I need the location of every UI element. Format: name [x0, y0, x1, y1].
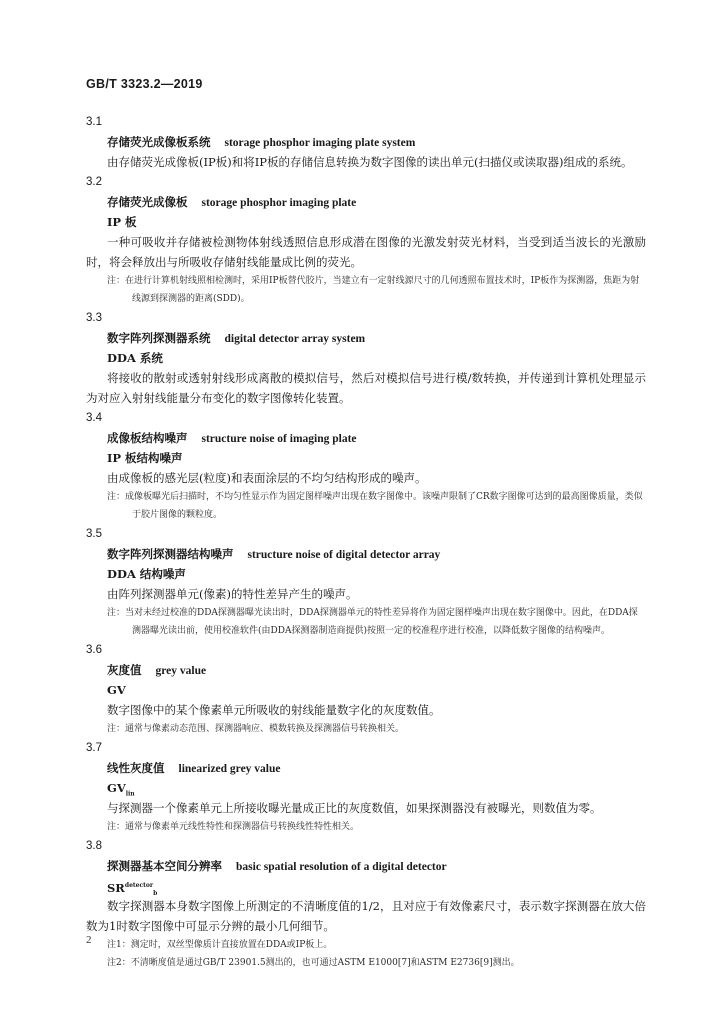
- term-heading: [86, 328, 646, 348]
- term-entry-3-6: [86, 640, 646, 738]
- term-en: grey value: [155, 665, 207, 677]
- term-entry-3-7: [86, 738, 646, 836]
- term-symbol: [86, 778, 646, 798]
- term-abbreviation: DDA 结构噪声: [107, 567, 186, 581]
- entry-number: 3.4: [86, 412, 102, 424]
- term-note: 注：通常与像素单元线性特性和探测器信号转换线性特性相关。: [107, 822, 360, 832]
- entry-number: 3.3: [86, 312, 102, 324]
- term-zh: 存储荧光成像板: [107, 195, 188, 209]
- term-definition: 与探测器一个像素单元上所接收曝光量成正比的灰度数值，如果探测器没有被曝光，则数值为零。: [107, 801, 602, 815]
- term-definition: 数字图像中的某个像素单元所吸收的射线能量数字化的灰度数值。: [107, 703, 441, 717]
- term-entry-3-3: [86, 308, 646, 408]
- term-definition: 一种可吸收并存储被检测物体射线透照信息形成潜在图像的光激发射荧光材料，当受到适当波长的光激励时，将会释放出与所吸收存储射线能量成比例的荧光。: [86, 235, 646, 269]
- term-entry-3-2: [86, 172, 646, 308]
- term-note: 注1：测定时，双丝型像质计直接放置在DDA或IP板上。: [107, 940, 333, 950]
- term-en: digital detector array system: [224, 333, 366, 345]
- term-zh: 成像板结构噪声: [107, 431, 188, 445]
- term-definition: 数字探测器本身数字图像上所测定的不清晰度值的1/2，且对应于有效像素尺寸，表示数字探测器在放大倍数为1时数字图像中可显示分辨的最小几何细节。: [86, 899, 646, 933]
- term-abbreviation: DDA 系统: [107, 351, 163, 365]
- term-abbreviation: GV: [107, 683, 126, 697]
- term-entry-3-8: [86, 836, 646, 972]
- term-zh: 数字阵列探测器系统: [107, 331, 211, 345]
- term-heading: [86, 132, 646, 152]
- term-en: structure noise of digital detector array: [247, 549, 441, 561]
- page-number: 2: [86, 934, 92, 946]
- symbol-base: GV: [107, 781, 126, 795]
- term-note: 注2：不清晰度值是通过GB/T 23901.5测出的，也可通过ASTM E1000[7]和ASTM E2736[9]测出。: [107, 958, 520, 968]
- term-heading: [86, 660, 646, 680]
- term-heading: [86, 758, 646, 778]
- term-heading: [86, 192, 646, 212]
- term-en: structure noise of imaging plate: [201, 433, 357, 445]
- term-note: 注：成像板曝光后扫描时，不均匀性显示作为固定图样噪声出现在数字图像中。该噪声限制了CR数字图像可达到的最高图像质量，类似于胶片图像的颗粒度。: [107, 492, 643, 520]
- symbol-superscript: detector: [124, 882, 154, 889]
- symbol-subscript: b: [153, 890, 158, 898]
- term-entry-3-1: [86, 112, 646, 172]
- term-abbreviation: IP 板结构噪声: [107, 451, 183, 465]
- term-definition: 将接收的散射或透射射线形成离散的模拟信号，然后对模拟信号进行模/数转换，并传递到计算机处理显示为对应入射射线能量分布变化的数字图像转化装置。: [86, 371, 646, 405]
- symbol-subscript: lin: [125, 790, 135, 798]
- entry-number: 3.8: [86, 840, 102, 852]
- entry-number: 3.6: [86, 644, 102, 656]
- entry-number: 3.2: [86, 176, 102, 188]
- entry-number: 3.7: [86, 742, 102, 754]
- symbol-base: SR: [107, 880, 125, 895]
- term-en: linearized grey value: [178, 763, 281, 775]
- term-en: storage phosphor imaging plate: [201, 197, 357, 209]
- term-entry-3-4: [86, 408, 646, 524]
- term-en: basic spatial resolution of a digital detector: [236, 861, 447, 873]
- term-definition: 由阵列探测器单元(像素)的特性差异产生的噪声。: [107, 587, 358, 601]
- entry-number: 3.5: [86, 528, 102, 540]
- term-entry-3-5: [86, 524, 646, 640]
- term-abbreviation: IP 板: [107, 215, 137, 229]
- term-zh: 数字阵列探测器结构噪声: [107, 547, 234, 561]
- term-zh: 线性灰度值: [107, 761, 165, 775]
- term-en: storage phosphor imaging plate system: [224, 137, 416, 149]
- terms-content: [86, 112, 646, 972]
- entry-number: 3.1: [86, 116, 102, 128]
- term-definition: 由存储荧光成像板(IP板)和将IP板的存储信息转换为数字图像的读出单元(扫描仪或读取器)组成的系统。: [107, 155, 633, 169]
- term-note: 注：当对未经过校准的DDA探测器曝光读出时，DDA探测器单元的特性差异将作为固定图样噪声出现在数字图像中。因此，在DDA探测器曝光读出前，使用校准软件(由DDA探测器制造商提供)按照一定的校准程序进行校准，以降低数字图像的结构噪声。: [107, 608, 638, 636]
- term-zh: 探测器基本空间分辨率: [107, 859, 222, 873]
- term-heading: [86, 544, 646, 564]
- term-definition: 由成像板的感光层(粒度)和表面涂层的不均匀结构形成的噪声。: [107, 471, 427, 485]
- term-heading: [86, 856, 646, 876]
- standard-header: GB/T 3323.2—2019: [86, 77, 203, 91]
- term-symbol: [86, 876, 646, 896]
- term-heading: [86, 428, 646, 448]
- term-zh: 存储荧光成像板系统: [107, 135, 211, 149]
- term-zh: 灰度值: [107, 663, 142, 677]
- term-note: 注：通常与像素动态范围、探测器响应、模数转换及探测器信号转换相关。: [107, 724, 405, 734]
- term-note: 注：在进行计算机射线照相检测时，采用IP板替代胶片，当建立有一定射线源尺寸的几何透照布置技术时，IP板作为探测器，焦距为射线源到探测器的距离(SDD)。: [107, 276, 640, 304]
